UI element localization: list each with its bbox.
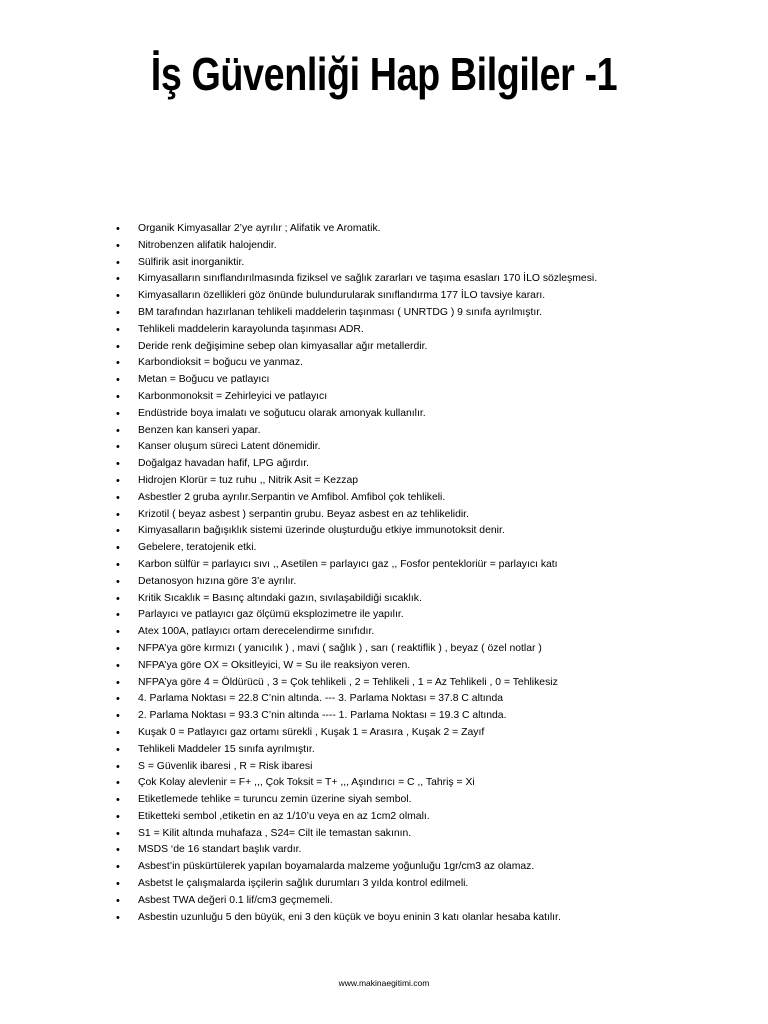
bullet-icon: •	[116, 575, 120, 588]
list-item-text: NFPA’ya göre kırmızı ( yanıcılık ) , mavi ( sağlık ) , sarı ( reaktiflik ) , beyaz ( özel notlar )	[138, 642, 542, 654]
bullet-icon: •	[116, 676, 120, 689]
bullet-icon: •	[116, 306, 120, 319]
bullet-icon: •	[116, 777, 120, 790]
bullet-icon: •	[116, 911, 120, 924]
bullet-icon: •	[116, 642, 120, 655]
bullet-icon: •	[116, 491, 120, 504]
list-item	[112, 641, 712, 658]
list-item	[112, 775, 712, 792]
list-item-text: S1 = Kilit altında muhafaza , S24= Cilt ile temastan sakının.	[138, 827, 412, 839]
list-item	[112, 675, 712, 692]
list-item-text: Kimyasalların sınıflandırılmasında fiziksel ve sağlık zararları ve taşıma esasları 170 İLO sözleşmesi.	[138, 273, 598, 285]
list-item-text: S = Güvenlik ibaresi , R = Risk ibaresi	[138, 760, 313, 772]
list-item	[112, 742, 712, 759]
bullet-icon: •	[116, 827, 120, 840]
list-item	[112, 910, 712, 927]
list-item	[112, 691, 712, 708]
list-item	[112, 355, 712, 372]
list-item	[112, 708, 712, 725]
list-item-text: Etiketlemede tehlike = turuncu zemin üzerine siyah sembol.	[138, 794, 412, 806]
bullet-icon: •	[116, 878, 120, 891]
bullet-icon: •	[116, 558, 120, 571]
list-item	[112, 607, 712, 624]
bullet-icon: •	[116, 340, 120, 353]
list-item-text: Kanser oluşum süreci Latent dönemidir.	[138, 441, 321, 453]
footer-website: www.makinaegitimi.com	[338, 978, 430, 988]
bullet-icon: •	[116, 609, 120, 622]
list-item-text: Tehlikeli Maddeler 15 sınıfa ayrılmıştır.	[138, 743, 315, 755]
bullet-icon: •	[116, 458, 120, 471]
list-item-text: Kimyasalların özellikleri göz önünde bulundurularak sınıflandırma 177 İLO tavsiye kararı.	[138, 290, 546, 302]
list-item	[112, 271, 712, 288]
list-item	[112, 389, 712, 406]
list-item-text: NFPA’ya göre OX = Oksitleyici, W = Su ile reaksiyon veren.	[138, 659, 411, 671]
list-item-text: 2. Parlama Noktası = 93.3 C’nin altında ---- 1. Parlama Noktası = 19.3 C altında.	[138, 710, 507, 722]
list-item-text: Asbest TWA değeri 0.1 lif/cm3 geçmemeli.	[138, 894, 333, 906]
list-item	[112, 792, 712, 809]
bullet-icon: •	[116, 407, 120, 420]
list-item-text: Karbonmonoksit = Zehirleyici ve patlayıcı	[138, 390, 328, 402]
list-item-text: NFPA’ya göre 4 = Öldürücü , 3 = Çok tehlikeli , 2 = Tehlikeli , 1 = Az Tehlikeli , 0 = Tehlikesiz	[138, 676, 558, 688]
list-item	[112, 305, 712, 322]
list-item-text: Benzen kan kanseri yapar.	[138, 424, 261, 436]
bullet-icon: •	[116, 273, 120, 286]
bullet-icon: •	[116, 710, 120, 723]
bullet-icon: •	[116, 374, 120, 387]
list-item	[112, 624, 712, 641]
list-item-text: Kuşak 0 = Patlayıcı gaz ortamı sürekli , Kuşak 1 = Arasıra , Kuşak 2 = Zayıf	[138, 726, 485, 738]
list-item-text: Atex 100A, patlayıcı ortam derecelendirme sınıfıdır.	[138, 626, 375, 638]
bullet-icon: •	[116, 239, 120, 252]
list-item	[112, 826, 712, 843]
list-item-text: Asbestler 2 gruba ayrılır.Serpantin ve Amfibol. Amfibol çok tehlikeli.	[138, 491, 446, 503]
list-item-text: Tehlikeli maddelerin karayolunda taşınması ADR.	[138, 323, 364, 335]
bullet-icon: •	[116, 659, 120, 672]
list-item-text: Etiketteki sembol ,etiketin en az 1/10’u veya en az 1cm2 olmalı.	[138, 810, 430, 822]
list-item-text: Nitrobenzen alifatik halojendir.	[138, 239, 277, 251]
list-item-text: Asbetst le çalışmalarda işçilerin sağlık durumları 3 yılda kontrol edilmeli.	[138, 878, 469, 890]
list-item	[112, 859, 712, 876]
list-item-text: Krizotil ( beyaz asbest ) serpantin grubu. Beyaz asbest en az tehlikelidir.	[138, 508, 469, 520]
list-item	[112, 725, 712, 742]
list-item	[112, 473, 712, 490]
bullet-icon: •	[116, 256, 120, 269]
list-item	[112, 876, 712, 893]
bullet-icon: •	[116, 542, 120, 555]
list-item-text: Parlayıcı ve patlayıcı gaz ölçümü eksplozimetre ile yapılır.	[138, 609, 404, 621]
list-item-text: Gebelere, teratojenik etki.	[138, 542, 257, 554]
list-item-text: BM tarafından hazırlanan tehlikeli maddelerin taşınması ( UNRTDG ) 9 sınıfa ayrılmıştır.	[138, 306, 543, 318]
list-item-text: Doğalgaz havadan hafif, LPG ağırdır.	[138, 458, 309, 470]
list-item-text: Asbest’in püskürtülerek yapılan boyamalarda malzeme yoğunluğu 1gr/cm3 az olamaz.	[138, 861, 535, 873]
bullet-icon: •	[116, 743, 120, 756]
list-item-text: Kritik Sıcaklık = Basınç altındaki gazın, sıvılaşabildiği sıcaklık.	[138, 592, 422, 604]
list-item	[112, 540, 712, 557]
list-item-text: MSDS ‘de 16 standart başlık vardır.	[138, 844, 302, 856]
bullet-icon: •	[116, 441, 120, 454]
list-item	[112, 221, 712, 238]
list-item	[112, 439, 712, 456]
bullet-icon: •	[116, 861, 120, 874]
list-item	[112, 288, 712, 305]
bullet-list	[112, 221, 712, 926]
list-item	[112, 423, 712, 440]
bullet-icon: •	[116, 844, 120, 857]
list-item-text: Karbondioksit = boğucu ve yanmaz.	[138, 357, 303, 369]
list-item	[112, 809, 712, 826]
list-item	[112, 759, 712, 776]
bullet-icon: •	[116, 894, 120, 907]
list-item-text: Deride renk değişimine sebep olan kimyasallar ağır metallerdir.	[138, 340, 428, 352]
bullet-icon: •	[116, 810, 120, 823]
list-item-text: Detanosyon hızına göre 3’e ayrılır.	[138, 575, 297, 587]
list-item-text: Organik Kimyasallar 2’ye ayrılır ; Alifatik ve Aromatik.	[138, 223, 381, 234]
bullet-icon: •	[116, 760, 120, 773]
bullet-icon: •	[116, 726, 120, 739]
list-item-text: Metan = Boğucu ve patlayıcı	[138, 374, 270, 386]
list-item	[112, 238, 712, 255]
list-item-text: Sülfirik asit inorganiktir.	[138, 256, 245, 268]
bullet-icon: •	[116, 223, 120, 235]
list-item	[112, 893, 712, 910]
bullet-icon: •	[116, 508, 120, 521]
list-item-text: Endüstride boya imalatı ve soğutucu olarak amonyak kullanılır.	[138, 407, 426, 419]
list-item-text: Çok Kolay alevlenir = F+ ,,, Çok Toksit = T+ ,,, Aşındırıcı = C ,, Tahriş = Xi	[138, 777, 475, 789]
bullet-icon: •	[116, 592, 120, 605]
list-item-text: Asbestin uzunluğu 5 den büyük, eni 3 den küçük ve boyu eninin 3 katı olanlar hesaba katılır.	[138, 911, 561, 923]
bullet-icon: •	[116, 794, 120, 807]
list-item	[112, 339, 712, 356]
list-item	[112, 557, 712, 574]
bullet-icon: •	[116, 693, 120, 706]
bullet-icon: •	[116, 474, 120, 487]
list-item	[112, 658, 712, 675]
list-item-text: Hidrojen Klorür = tuz ruhu ,, Nitrik Asit = Kezzap	[138, 474, 359, 486]
bullet-icon: •	[116, 626, 120, 639]
list-item	[112, 842, 712, 859]
page-title: İş Güvenliği Hap Bilgiler -1	[150, 48, 618, 100]
list-item	[112, 255, 712, 272]
list-item	[112, 574, 712, 591]
bullet-icon: •	[116, 323, 120, 336]
list-item	[112, 322, 712, 339]
list-item	[112, 456, 712, 473]
bullet-icon: •	[116, 357, 120, 370]
list-item-text: Kimyasalların bağışıklık sistemi üzerinde oluşturduğu etkiye immunotoksit denir.	[138, 525, 505, 537]
list-item-text: Karbon sülfür = parlayıcı sıvı ,, Asetilen = parlayıcı gaz ,, Fosfor pentekloriür = parlayıcı katı	[138, 558, 558, 570]
list-item	[112, 591, 712, 608]
list-item	[112, 372, 712, 389]
list-item	[112, 523, 712, 540]
bullet-icon: •	[116, 424, 120, 437]
bullet-icon: •	[116, 290, 120, 303]
bullet-icon: •	[116, 525, 120, 538]
list-item	[112, 490, 712, 507]
list-item	[112, 406, 712, 423]
bullet-icon: •	[116, 390, 120, 403]
list-item	[112, 507, 712, 524]
list-item-text: 4. Parlama Noktası = 22.8 C’nin altında. --- 3. Parlama Noktası = 37.8 C altında	[138, 693, 504, 705]
